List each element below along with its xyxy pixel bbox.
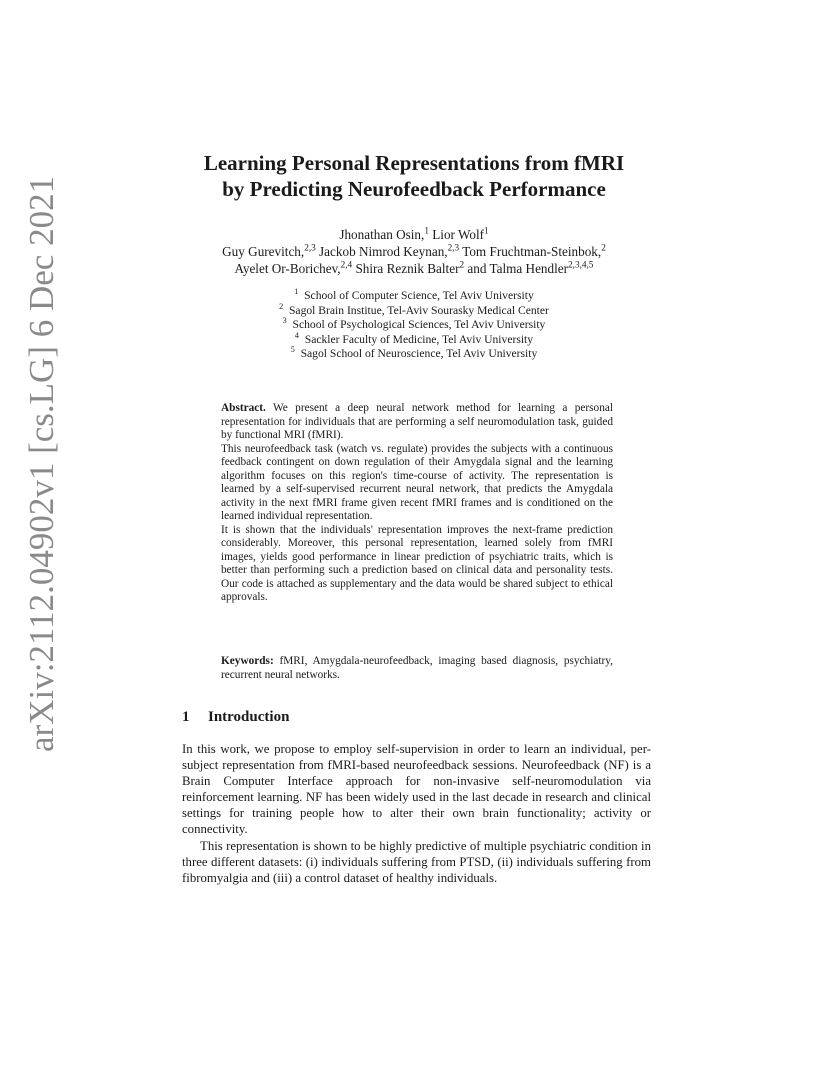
affiliation-text: Sagol Brain Institue, Tel-Aviv Sourasky Medical Center bbox=[288, 303, 549, 317]
author-name: and Talma Hendler bbox=[464, 261, 569, 276]
affiliation-item bbox=[150, 301, 678, 319]
arxiv-identifier: arXiv:2112.04902v1 [cs.LG] 6 Dec 2021 bbox=[22, 175, 61, 752]
author-affil-mark: 2 bbox=[459, 259, 465, 270]
author-name: Ayelet Or-Borichev, bbox=[234, 261, 341, 276]
abstract bbox=[221, 402, 613, 605]
affiliation-number: 1 bbox=[294, 287, 299, 297]
abstract-paragraph-1 bbox=[221, 402, 613, 443]
affiliation-text: School of Computer Science, Tel Aviv University bbox=[304, 289, 534, 302]
author-affil-mark: 2,3 bbox=[304, 242, 316, 253]
keywords-label: Keywords: bbox=[221, 655, 274, 667]
author-name: Guy Gurevitch, bbox=[222, 244, 305, 259]
section-heading bbox=[182, 707, 652, 727]
abstract-text: We present a deep neural network method for learning a personal representation for individuals that are performing a self neuromodulation task, guided by functional MRI (fMRI). bbox=[221, 402, 614, 441]
affiliation-number: 5 bbox=[290, 345, 295, 355]
keywords-text: fMRI, Amygdala-neurofeedback, imaging based diagnosis, psychiatry, recurrent neural networks. bbox=[221, 655, 614, 681]
affiliation-text: Sagol School of Neuroscience, Tel Aviv University bbox=[300, 347, 538, 361]
affiliation-item bbox=[150, 289, 678, 304]
author-line-3 bbox=[150, 260, 678, 277]
author-list bbox=[150, 226, 678, 277]
paper-title bbox=[150, 150, 678, 202]
author-affil-mark: 2,4 bbox=[340, 259, 353, 270]
abstract-paragraph-3: It is shown that the individuals' representation improves the next-frame prediction considerably. Moreover, this personal representation, learned solely from fMRI images, yields good performance in linear prediction of psychiatric traits, which is better than performing such a prediction based on clinical data and personality tests. Our code is attached as supplementary and the data would be shared subject to ethical approvals. bbox=[221, 523, 613, 603]
author-affil-mark: 2 bbox=[601, 242, 606, 253]
author-affil-mark: 2,3 bbox=[447, 242, 460, 253]
affiliation-item bbox=[150, 318, 678, 333]
title-line-1: Learning Personal Representations from fMRI bbox=[203, 151, 625, 175]
body-paragraph-2: This representation is shown to be highly predictive of multiple psychiatric condition in three different datasets: (i) individuals suffering from PTSD, (ii) individuals suffering from fibromyalgia and (iii) a control dataset of healthy individuals. bbox=[182, 838, 651, 885]
author-name: Jhonathan Osin, bbox=[339, 227, 425, 242]
section-body bbox=[182, 741, 651, 886]
affiliation-number: 3 bbox=[282, 316, 287, 326]
title-line-2: by Predicting Neurofeedback Performance bbox=[222, 177, 606, 201]
affiliation-number: 4 bbox=[294, 330, 299, 340]
author-name: Lior Wolf bbox=[428, 227, 485, 242]
abstract-label: Abstract. bbox=[221, 402, 266, 414]
author-affil-mark: 1 bbox=[484, 225, 489, 236]
affiliation-number: 2 bbox=[279, 301, 284, 311]
author-name: Shira Reznik Balter bbox=[352, 261, 460, 276]
keywords bbox=[221, 655, 613, 682]
author-name: Tom Fruchtman-Steinbok, bbox=[459, 244, 602, 259]
affiliation-item bbox=[150, 347, 678, 362]
author-line-2 bbox=[150, 243, 678, 260]
affiliation-text: Sackler Faculty of Medicine, Tel Aviv University bbox=[304, 332, 534, 346]
author-name: Jackob Nimrod Keynan, bbox=[315, 244, 448, 259]
section-number: 1 bbox=[182, 709, 190, 725]
author-affil-mark: 1 bbox=[424, 225, 429, 236]
author-line-1 bbox=[150, 226, 678, 243]
affiliation-text: School of Psychological Sciences, Tel Aviv University bbox=[292, 318, 546, 332]
affiliation-item bbox=[150, 330, 678, 348]
affiliation-list bbox=[150, 289, 678, 362]
section-title: Introduction bbox=[208, 709, 290, 725]
abstract-paragraph-2: This neurofeedback task (watch vs. regulate) provides the subjects with a continuous feedback contingent on down regulation of their Amygdala signal and the learning algorithm focuses on this region's time-course of activity. The representation is learned by a self-supervised recurrent neural network, that predicts the Amygdala activity in the next fMRI frame given recent fMRI frames and is conditioned on the learned individual representation. bbox=[221, 442, 613, 522]
body-paragraph-1: In this work, we propose to employ self-supervision in order to learn an individual, per-subject representation from fMRI-based neurofeedback sessions. Neurofeedback (NF) is a Brain Computer Interface approach for non-invasive self-neuromodulation via reinforcement learning. NF has been widely used in the last decade in research and clinical settings for training people how to alter their own brain functionality; activity or connectivity. bbox=[182, 742, 651, 837]
author-affil-mark: 2,3,4,5 bbox=[568, 259, 594, 270]
